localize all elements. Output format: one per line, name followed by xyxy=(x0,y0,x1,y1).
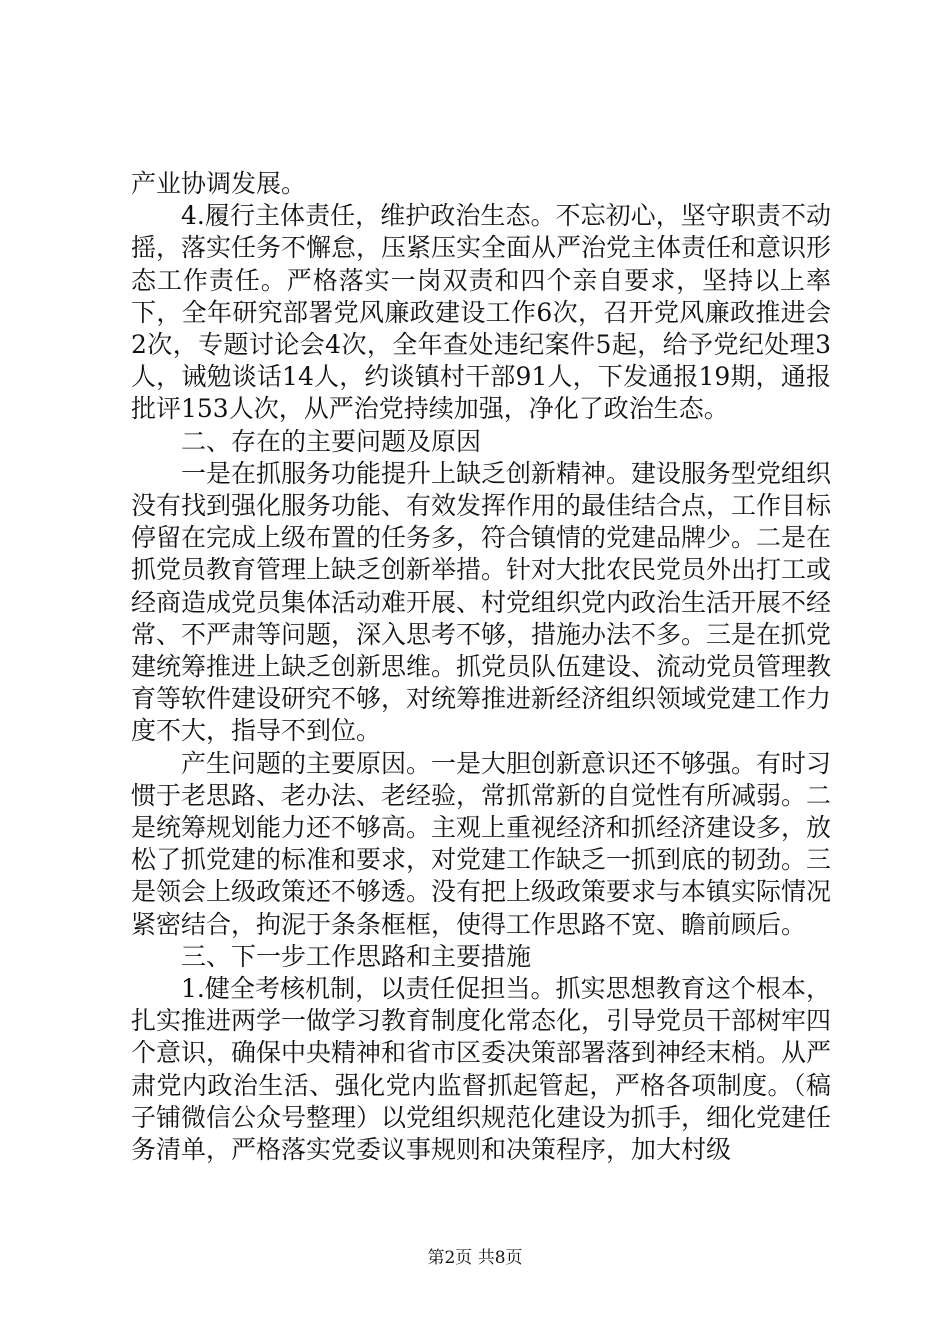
document-body xyxy=(131,168,831,1166)
paragraph-measure-1: 1.健全考核机制，以责任促担当。抓实思想教育这个根本，扎实推进两学一做学习教育制度化常态化，引导党员干部树牢四个意识，确保中央精神和省市区委决策部署落到神经末梢。从严肃党内政治生活、强化党内监督抓起管起，严格各项制度。（稿子铺微信公众号整理）以党组织规范化建设为抓手，细化党建任务清单，严格落实党委议事规则和决策程序，加大村级 xyxy=(131,974,832,1165)
page-number-footer: 第2页 共8页 xyxy=(427,1248,523,1268)
section-heading-2: 二、存在的主要问题及原因 xyxy=(181,426,482,456)
section-heading-3: 三、下一步工作思路和主要措施 xyxy=(181,941,532,971)
paragraph-continuation: 产业协调发展。 xyxy=(131,169,307,198)
paragraph-causes: 产生问题的主要原因。一是大胆创新意识还不够强。有时习惯于老思路、老办法、老经验，常抓常新的自觉性有所减弱。二是统筹规划能力还不够高。主观上重视经济和抓经济建设多，放松了抓党建的标准和要求，对党建工作缺乏一抓到底的韧劲。三是领会上级政策还不够透。没有把上级政策要求与本镇实际情况紧密结合，拘泥于条条框框，使得工作思路不宽、瞻前顾后。 xyxy=(131,748,832,939)
paragraph-item-4: 4.履行主体责任，维护政治生态。不忘初心，坚守职责不动摇，落实任务不懈怠，压紧压实全面从严治党主体责任和意识形态工作责任。严格落实一岗双责和四个亲自要求，坚持以上率下，全年研究部署党风廉政建设工作6次，召开党风廉政推进会2次，专题讨论会4次，全年查处违纪案件5起，给予党纪处理3人，诫勉谈话14人，约谈镇村干部91人，下发通报19期，通报批评153人次，从严治党持续加强，净化了政治生态。 xyxy=(131,201,832,424)
paragraph-problems: 一是在抓服务功能提升上缺乏创新精神。建设服务型党组织没有找到强化服务功能、有效发挥作用的最佳结合点，工作目标停留在完成上级布置的任务多，符合镇情的党建品牌少。二是在抓党员教育管理上缺乏创新举措。针对大批农民党员外出打工或经商造成党员集体活动难开展、村党组织党内政治生活开展不经常、不严肃等问题，深入思考不够，措施办法不多。三是在抓党建统筹推进上缺乏创新思维。抓党员队伍建设、流动党员管理教育等软件建设研究不够，对统筹推进新经济组织领域党建工作力度不大，指导不到位。 xyxy=(131,458,832,746)
